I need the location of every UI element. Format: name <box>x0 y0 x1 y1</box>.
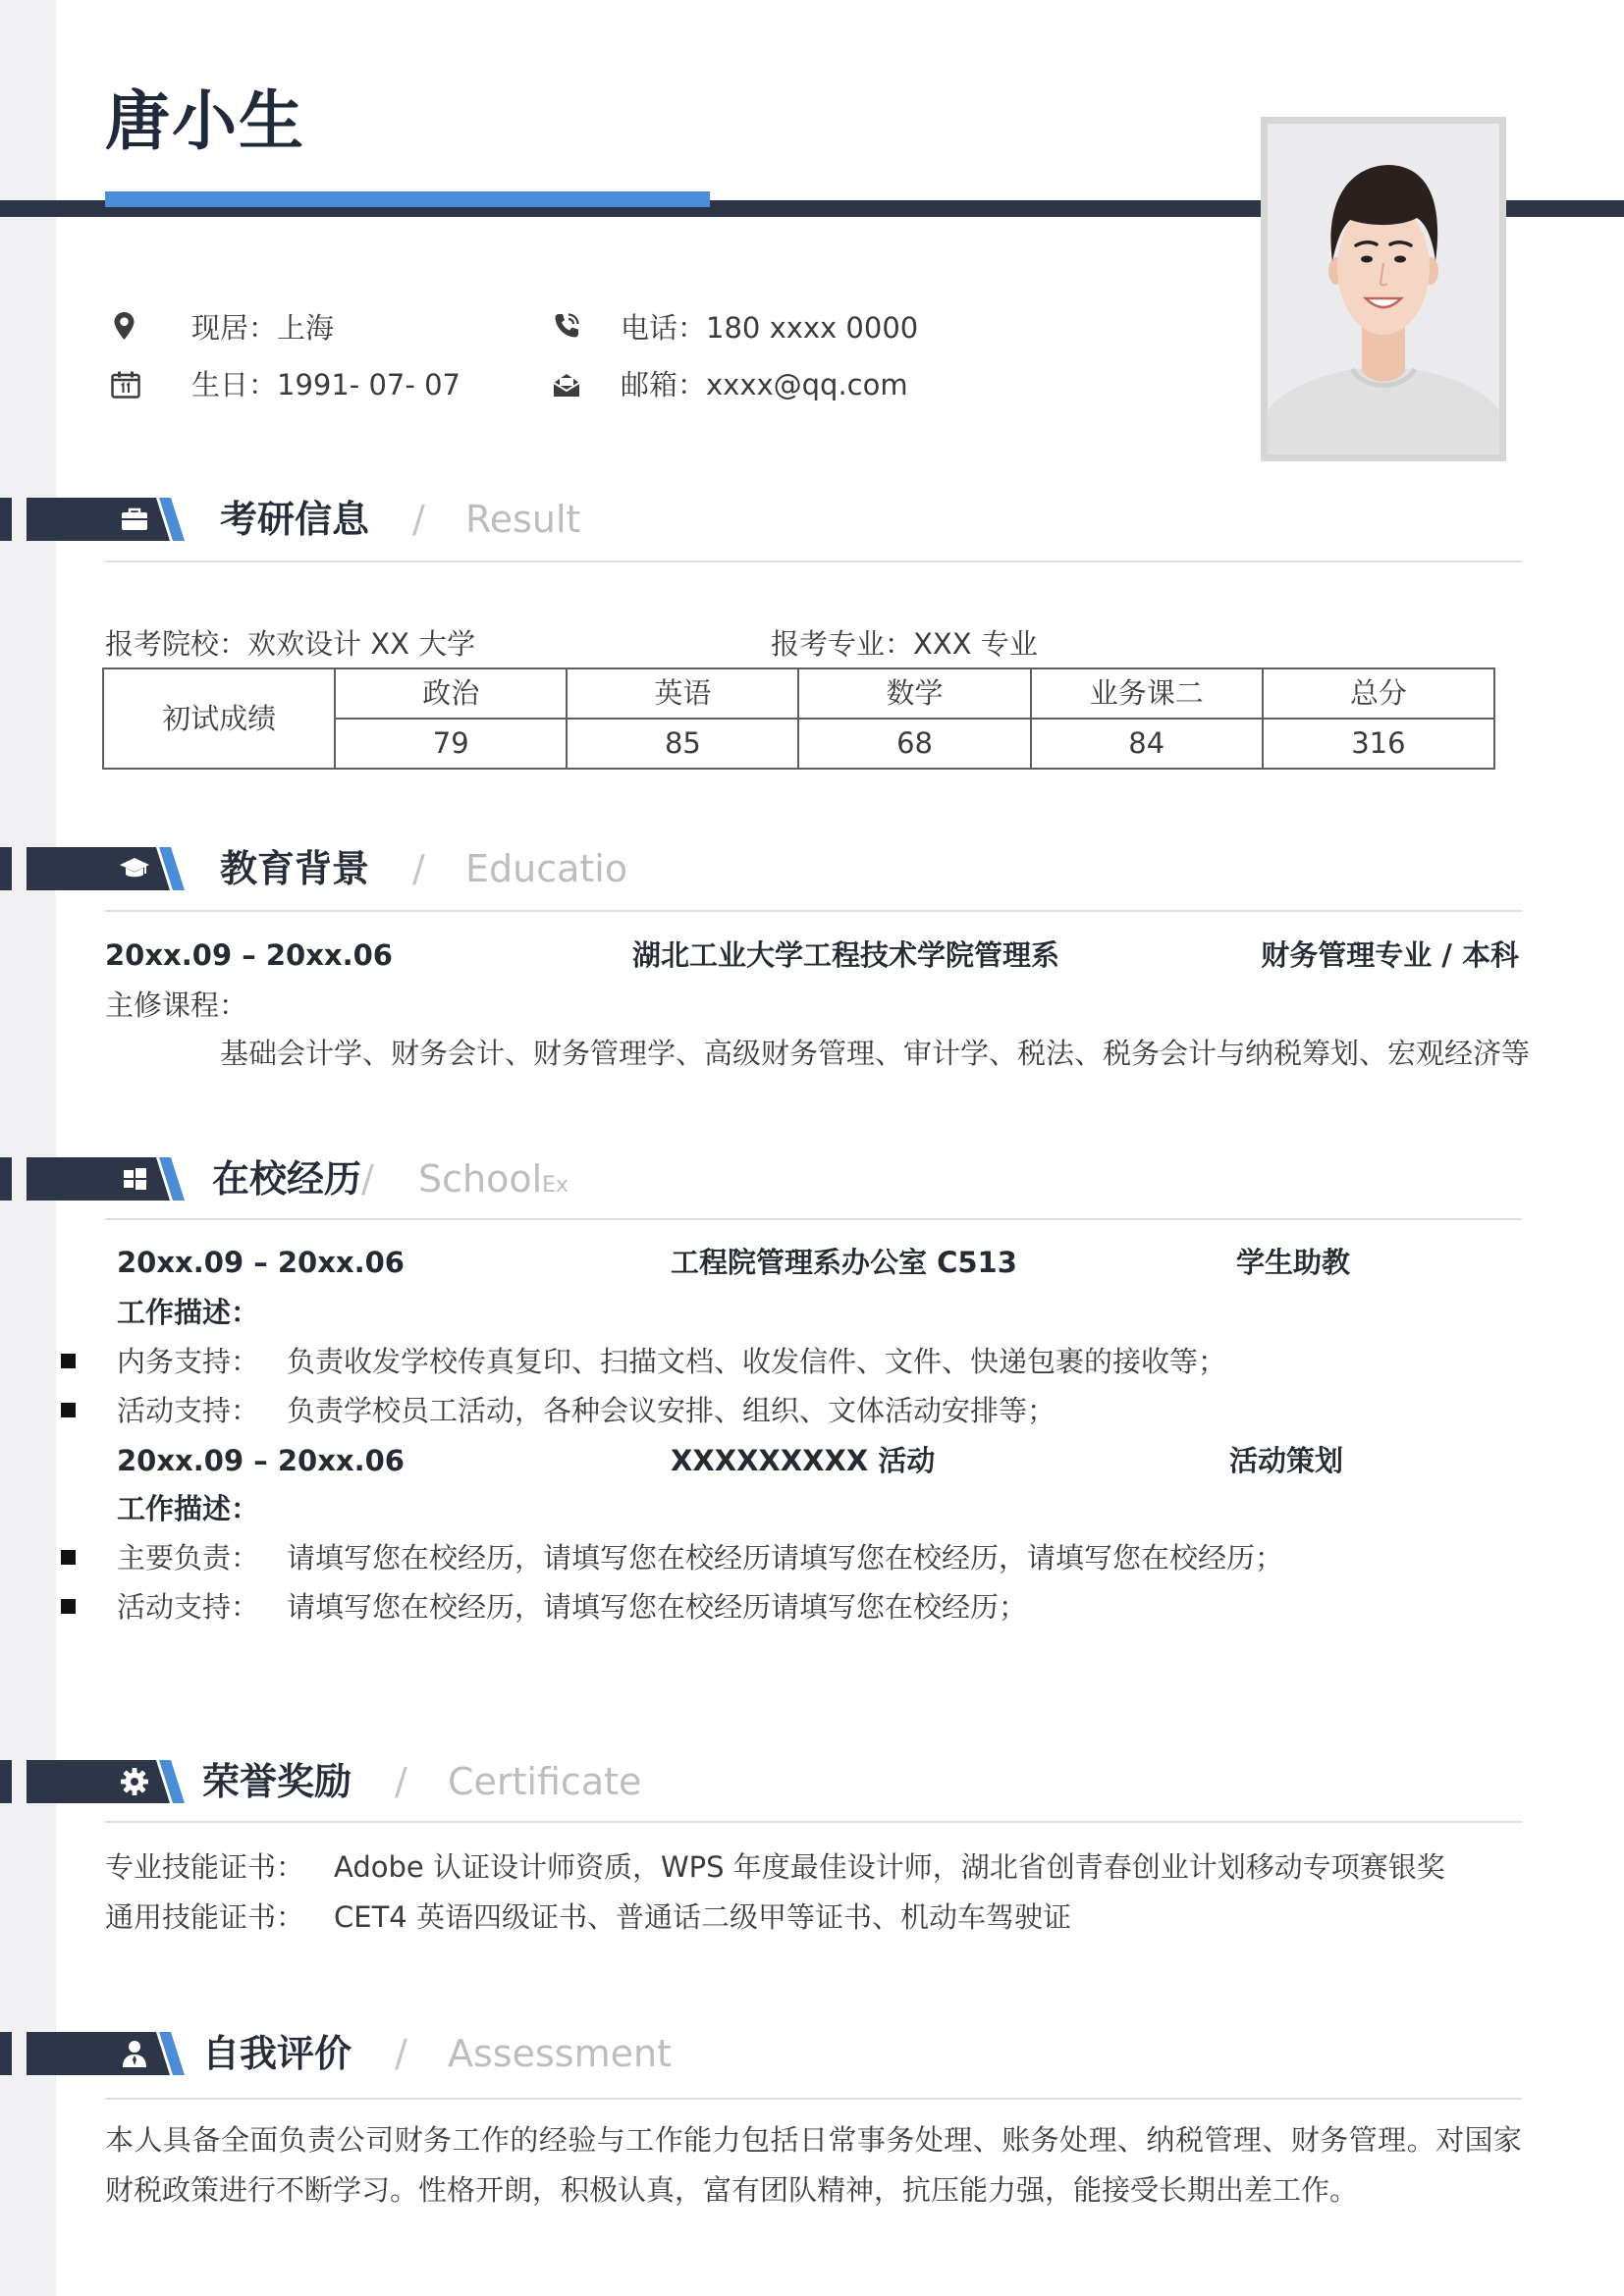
certificate-text: Adobe 认证设计师资质，WPS 年度最佳设计师，湖北省创青春创业计划移动专项赛银奖 <box>334 1850 1445 1884</box>
duty-text: 负责学校员工活动，各种会议安排、组织、文体活动安排等； <box>287 1394 1056 1427</box>
score-header-row <box>103 668 1494 719</box>
score-table <box>102 667 1495 770</box>
section-subtitle-en <box>418 1157 568 1201</box>
windows-grid-icon <box>119 1163 150 1195</box>
header-accent-bar <box>105 191 710 207</box>
briefcase-icon <box>119 504 150 535</box>
target-major: 报考专业：XXX 专业 <box>771 627 1038 661</box>
bullet-icon <box>61 1550 76 1565</box>
score-value: 79 <box>335 719 567 769</box>
experience-org: 工程院管理系办公室 C513 <box>671 1246 1017 1279</box>
subject-header: 英语 <box>567 668 798 719</box>
email-text: 邮箱：xxxx@qq.com <box>621 368 908 401</box>
location-pin-icon <box>114 312 135 340</box>
subtitle-main: School <box>418 1157 543 1201</box>
duty-text: 请填写您在校经历，请填写您在校经历请填写您在校经历； <box>287 1590 1028 1624</box>
section-header-exam <box>0 498 1624 541</box>
bullet-icon <box>61 1403 76 1417</box>
section-divider <box>105 2098 1522 2100</box>
bullet-icon <box>61 1354 76 1368</box>
score-value: 84 <box>1031 719 1263 769</box>
score-value: 316 <box>1263 719 1494 769</box>
experience-org: XXXXXXXXX 活动 <box>671 1444 936 1477</box>
certificate-text: CET4 英语四级证书、普通话二级甲等证书、机动车驾驶证 <box>334 1900 1071 1934</box>
duty-label: 主要负责： <box>117 1541 260 1575</box>
portrait-image <box>1268 124 1499 454</box>
experience-role: 活动策划 <box>1229 1444 1344 1477</box>
person-icon <box>119 2038 150 2069</box>
experience-period: 20xx.09 – 20xx.06 <box>117 1246 405 1279</box>
duty-text: 请填写您在校经历，请填写您在校经历请填写您在校经历，请填写您在校经历； <box>287 1541 1284 1575</box>
bullet-icon <box>61 1599 76 1614</box>
duty-label: 活动支持： <box>117 1394 260 1427</box>
profile-photo <box>1261 117 1506 461</box>
phone-text: 电话：180 xxxx 0000 <box>621 311 919 345</box>
duty-label: 活动支持： <box>117 1590 260 1624</box>
section-marker <box>0 1157 12 1201</box>
subject-header: 总分 <box>1263 668 1494 719</box>
subject-header: 业务课二 <box>1031 668 1263 719</box>
target-school: 报考院校：欢欢设计 XX 大学 <box>105 627 476 661</box>
certificate-label: 通用技能证书： <box>105 1900 305 1934</box>
section-divider <box>105 910 1522 912</box>
section-header-self <box>0 2032 1624 2075</box>
section-subtitle-en: Assessment <box>448 2032 672 2075</box>
birthday-text: 生日：1991- 07- 07 <box>191 368 460 401</box>
section-header-campus <box>0 1157 1624 1201</box>
gear-icon <box>119 1766 150 1797</box>
score-value: 68 <box>798 719 1030 769</box>
section-marker <box>0 2032 12 2075</box>
section-divider <box>105 1821 1522 1823</box>
subject-header: 数学 <box>798 668 1030 719</box>
education-school: 湖北工业大学工程技术学院管理系 <box>632 938 1060 972</box>
mail-icon <box>552 372 581 399</box>
section-title: 在校经历 <box>212 1157 362 1201</box>
left-sidebar-strip <box>0 0 56 2296</box>
section-header-education <box>0 847 1624 890</box>
title-separator: / <box>395 2032 407 2075</box>
education-period: 20xx.09 – 20xx.06 <box>105 938 393 972</box>
certificate-label: 专业技能证书： <box>105 1850 305 1884</box>
title-separator: / <box>395 1760 407 1803</box>
phone-icon <box>553 312 580 340</box>
experience-role: 学生助教 <box>1236 1246 1351 1279</box>
section-subtitle-en: Educatio <box>465 847 628 890</box>
duty-text: 负责收发学校传真复印、扫描文档、收发信件、文件、快递包裹的接收等； <box>287 1345 1227 1378</box>
section-title: 教育背景 <box>220 847 370 890</box>
subject-header: 政治 <box>335 668 567 719</box>
section-title: 自我评价 <box>202 2032 352 2075</box>
section-header-honors <box>0 1760 1624 1803</box>
section-subtitle-en: Result <box>465 498 581 541</box>
section-title: 荣誉奖励 <box>202 1760 352 1803</box>
title-separator: / <box>412 498 425 541</box>
self-assessment-text: 本人具备全面负责公司财务工作的经验与工作能力包括日常事务处理、账务处理、纳税管理、财务管理。对国家财税政策进行不断学习。性格开朗，积极认真，富有团队精神，抗压能力强，能接受长期出差工作。 <box>105 2123 1522 2207</box>
title-separator: / <box>412 847 425 890</box>
section-title: 考研信息 <box>220 498 370 541</box>
work-desc-label: 工作描述： <box>117 1492 260 1525</box>
score-value: 85 <box>567 719 798 769</box>
education-degree: 财务管理专业 / 本科 <box>1261 938 1519 972</box>
subtitle-small: Ex <box>542 1173 569 1198</box>
location-text: 现居：上海 <box>191 311 335 345</box>
courses-list: 基础会计学、财务会计、财务管理学、高级财务管理、审计学、税法、税务会计与纳税筹划、宏观经济等 <box>220 1037 1531 1070</box>
score-row-label: 初试成绩 <box>103 668 335 769</box>
courses-label: 主修课程： <box>105 988 248 1022</box>
graduation-cap-icon <box>119 853 150 884</box>
section-marker <box>0 498 12 541</box>
experience-period: 20xx.09 – 20xx.06 <box>117 1444 405 1477</box>
section-divider <box>105 561 1522 562</box>
work-desc-label: 工作描述： <box>117 1296 260 1329</box>
section-marker <box>0 1760 12 1803</box>
section-marker <box>0 847 12 890</box>
section-subtitle-en: Certificate <box>448 1760 642 1803</box>
section-divider <box>105 1218 1522 1220</box>
duty-label: 内务支持： <box>117 1345 260 1378</box>
calendar-icon <box>111 371 140 399</box>
title-separator: / <box>361 1157 374 1201</box>
candidate-name: 唐小生 <box>105 83 305 159</box>
